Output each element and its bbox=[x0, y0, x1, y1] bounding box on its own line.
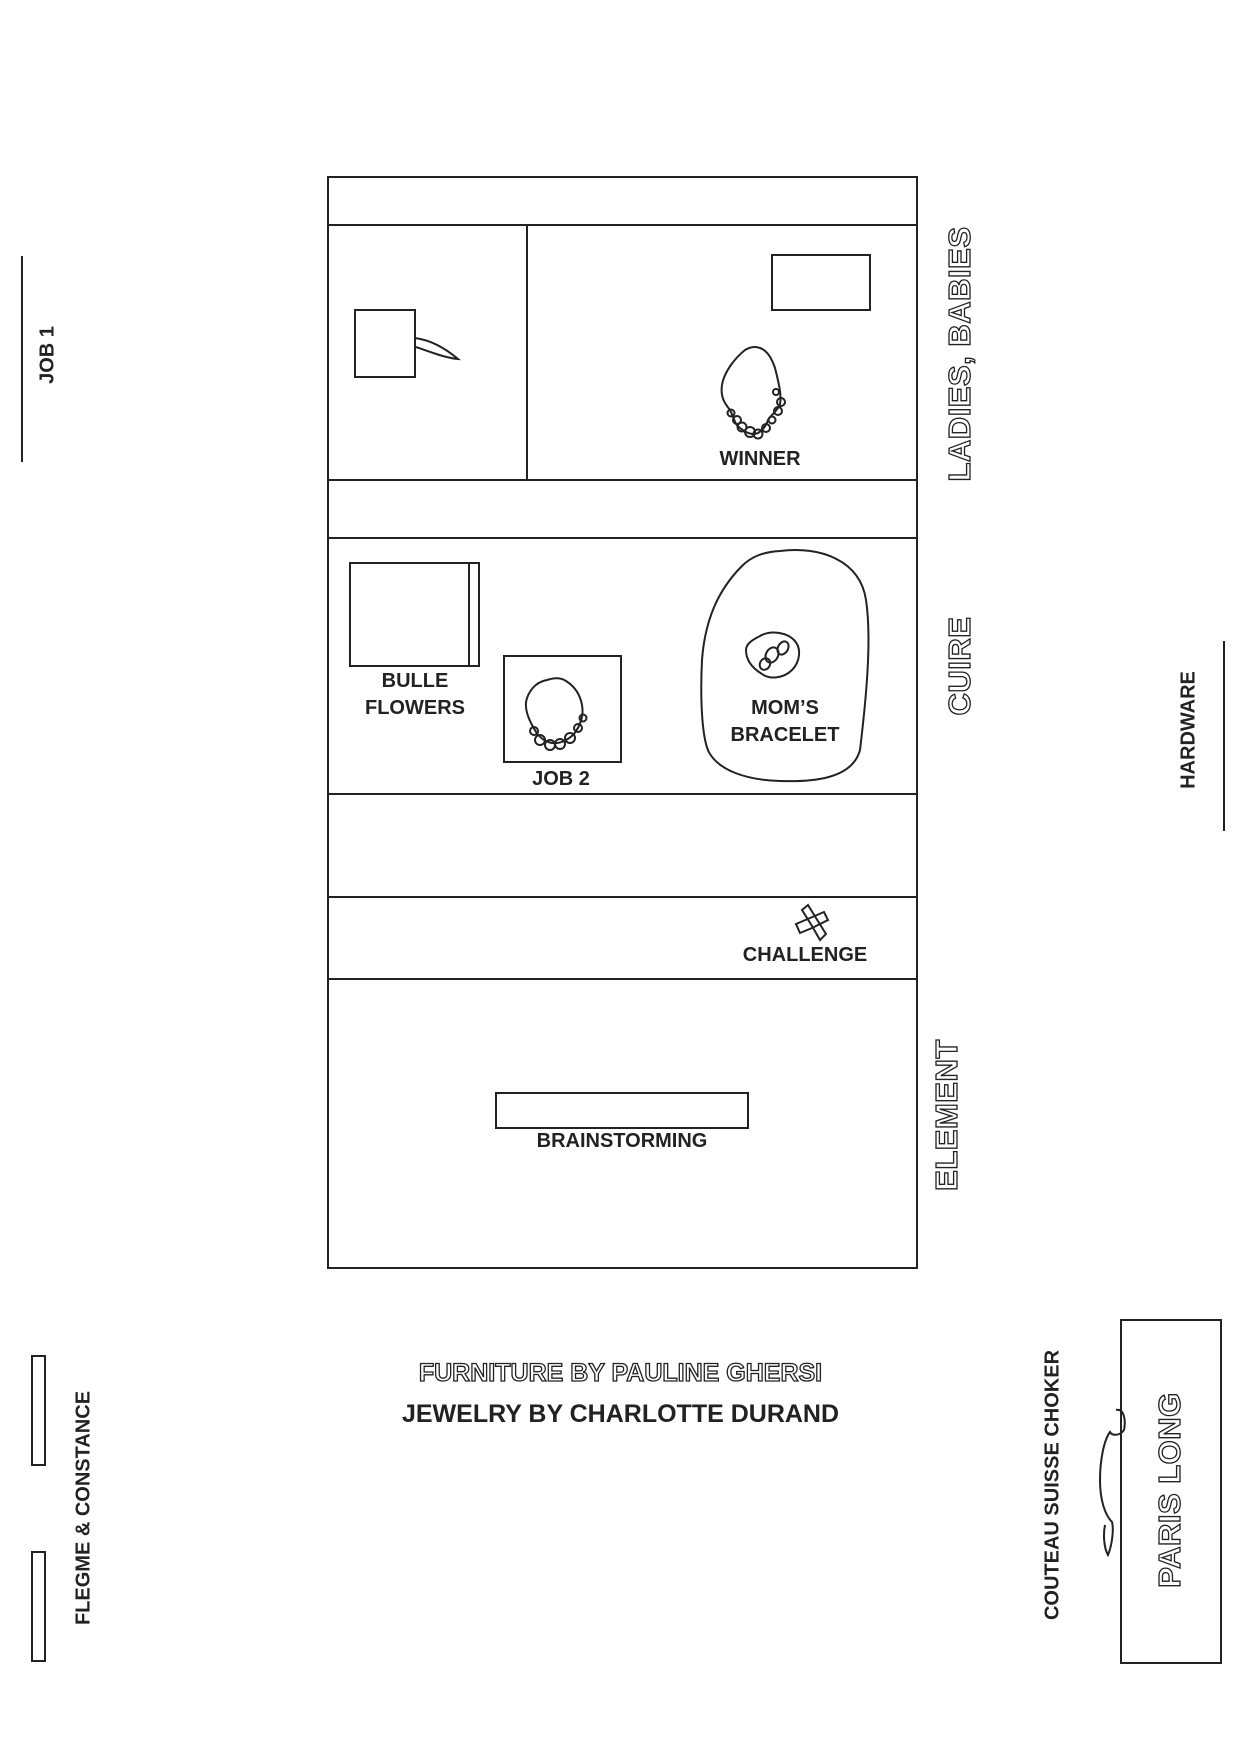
ladies-babies-label: LADIES, BABIES bbox=[942, 226, 977, 482]
job1-label: JOB 1 bbox=[36, 326, 59, 384]
job2-necklace-icon bbox=[526, 678, 587, 750]
hardware-label: HARDWARE bbox=[1177, 671, 1200, 789]
challenge-label: CHALLENGE bbox=[742, 944, 868, 966]
moms-bracelet-line1: MOM’S bbox=[751, 697, 819, 719]
challenge-bracelet-icon bbox=[796, 905, 828, 940]
paris-long-label: PARIS LONG bbox=[1152, 1392, 1187, 1588]
winner-label: WINNER bbox=[719, 448, 801, 470]
winner-necklace-icon bbox=[722, 347, 785, 439]
element-label: ELEMENT bbox=[929, 1039, 964, 1191]
flegme-box-bottom bbox=[32, 1552, 45, 1661]
cuire-label: CUIRE bbox=[942, 616, 977, 716]
moms-bracelet-icon bbox=[746, 633, 799, 678]
bulle-flowers-stand bbox=[350, 563, 479, 666]
stand-box-right bbox=[772, 255, 870, 310]
stand-box-left bbox=[355, 310, 415, 377]
couteau-suisse-choker-label: COUTEAU SUISSE CHOKER bbox=[1041, 1349, 1064, 1621]
bulle-flowers-line1: BULLE bbox=[381, 670, 449, 692]
bulle-flowers-line2: FLOWERS bbox=[365, 697, 465, 719]
bulle-flowers-label bbox=[350, 668, 480, 722]
jewelry-credit: JEWELRY BY CHARLOTTE DURAND bbox=[401, 1400, 840, 1428]
furniture-credit: FURNITURE BY PAULINE GHERSI bbox=[418, 1359, 823, 1387]
moms-bracelet-line2: BRACELET bbox=[730, 724, 840, 746]
brainstorming-stand bbox=[496, 1093, 748, 1128]
moms-bracelet-label bbox=[710, 695, 860, 749]
brainstorming-label: BRAINSTORMING bbox=[536, 1130, 708, 1152]
flegme-constance-label: FLEGME & CONSTANCE bbox=[72, 1390, 95, 1626]
knife-icon bbox=[415, 338, 458, 359]
job2-stand bbox=[504, 656, 621, 762]
job2-label: JOB 2 bbox=[532, 768, 590, 790]
